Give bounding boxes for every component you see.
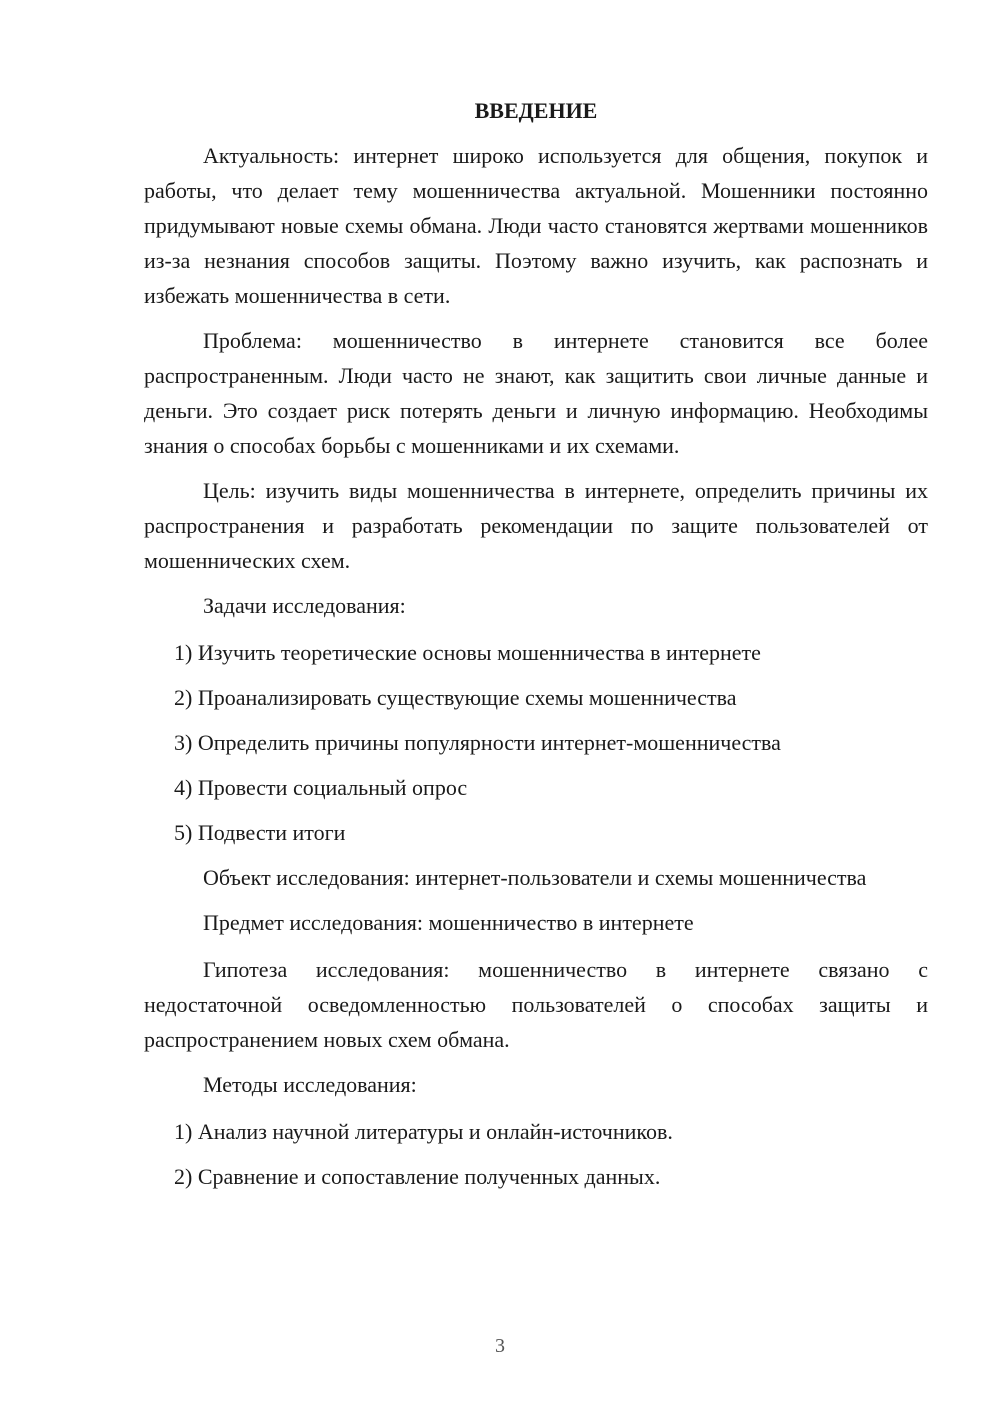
section-title: ВВЕДЕНИЕ (474, 98, 598, 123)
document-page (144, 96, 928, 1204)
relevance-paragraph: Актуальность: интернет широко используется для общения, покупок и работы, что делает тему мошенничества актуальной. Мошенники постоянно придумывают новые схемы обмана. Люди часто становятся жертвами мошенников из-за незнания способов защиты. Поэтому важно изучить, как распознать и избежать мошенничества в сети. (144, 143, 928, 308)
object-paragraph: Объект исследования: интернет-пользователи и схемы мошенничества (203, 865, 867, 890)
task-item: 4) Провести социальный опрос (174, 775, 468, 800)
tasks-list (144, 635, 928, 850)
subject-paragraph: Предмет исследования: мошенничество в интернете (203, 910, 694, 935)
methods-list (144, 1114, 928, 1194)
task-item: 3) Определить причины популярности интернет-мошенничества (174, 730, 781, 755)
task-item: 2) Проанализировать существующие схемы мошенничества (174, 685, 737, 710)
hypothesis-paragraph: Гипотеза исследования: мошенничество в интернете связано с недостаточной осведомленностью пользователей о способах защиты и распространением новых схем обмана. (144, 957, 928, 1052)
method-item: 1) Анализ научной литературы и онлайн-источников. (174, 1119, 673, 1144)
method-item: 2) Сравнение и сопоставление полученных данных. (174, 1164, 661, 1189)
methods-heading: Методы исследования: (203, 1072, 417, 1097)
task-item: 1) Изучить теоретические основы мошенничества в интернете (174, 640, 761, 665)
tasks-heading: Задачи исследования: (203, 593, 406, 618)
goal-paragraph: Цель: изучить виды мошенничества в интернете, определить причины их распространения и разработать рекомендации по защите пользователей от мошеннических схем. (144, 478, 928, 573)
task-item: 5) Подвести итоги (174, 820, 346, 845)
page-number: 3 (495, 1335, 505, 1357)
problem-paragraph: Проблема: мошенничество в интернете становится все более распространенным. Люди часто не знают, как защитить свои личные данные и деньги. Это создает риск потерять деньги и личную информацию. Необходимы знания о способах борьбы с мошенниками и их схемами. (144, 328, 928, 458)
